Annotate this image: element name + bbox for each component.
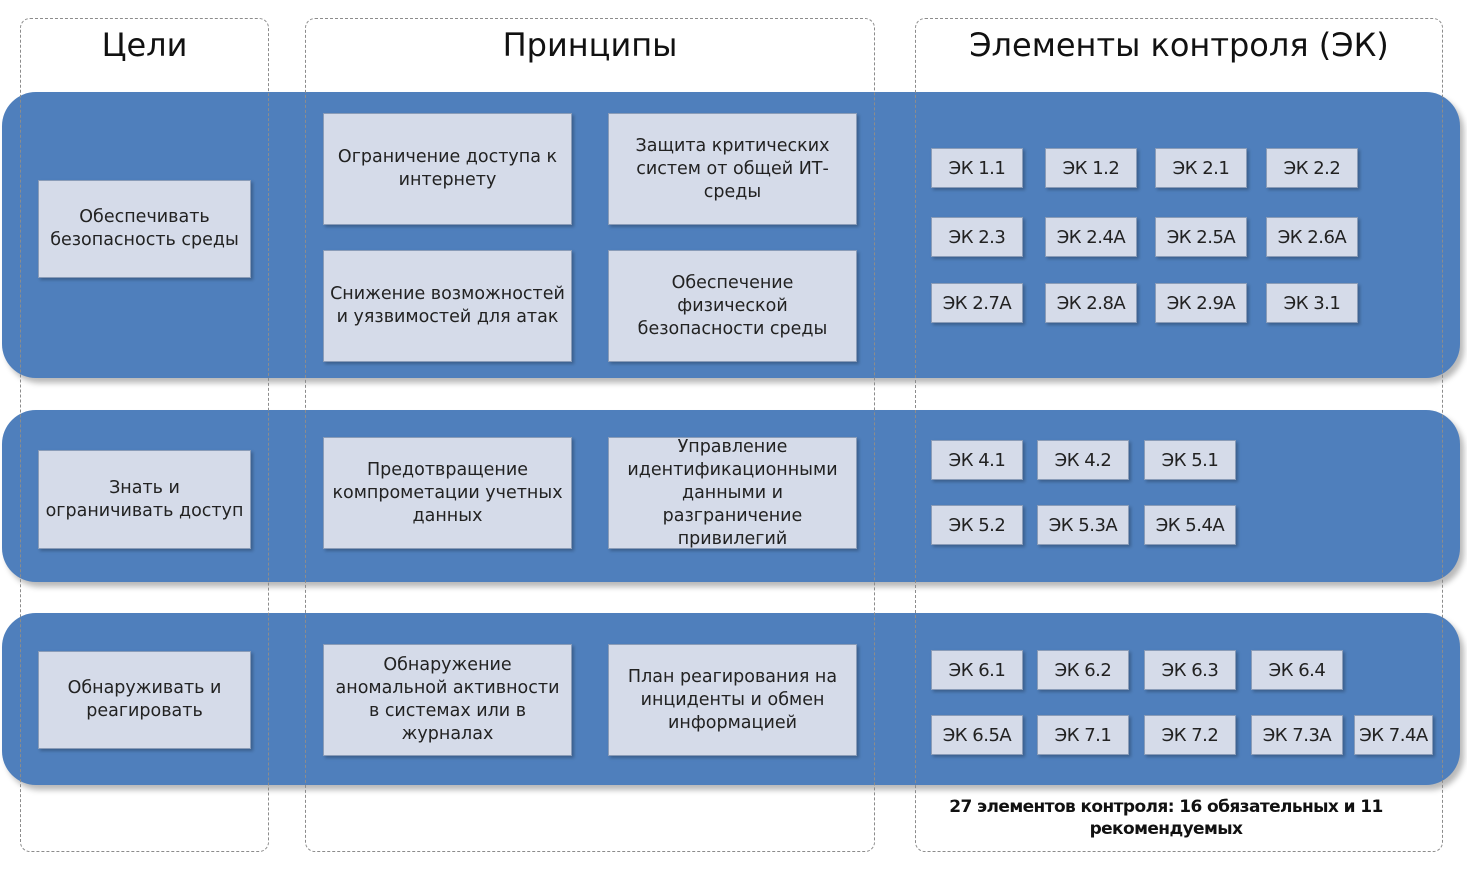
controls-summary-note: 27 элементов контроля: 16 обязательных и 11 рекомендуемых: [949, 797, 1383, 839]
control-item: ЭК 6.5A: [931, 715, 1023, 755]
principle-box: Защита критических систем от общей ИТ-среды: [608, 113, 857, 225]
principle-box: Обнаружение аномальной активности в системах или в журналах: [323, 644, 572, 756]
control-item: ЭК 6.4: [1251, 650, 1343, 690]
control-item: ЭК 7.4A: [1354, 715, 1433, 755]
control-item: ЭК 7.3A: [1251, 715, 1343, 755]
control-item: ЭК 2.7A: [931, 283, 1023, 323]
goal-box: Обнаруживать и реагировать: [38, 651, 251, 749]
goal-box: Обеспечивать безопасность среды: [38, 180, 251, 278]
control-item: ЭК 2.5A: [1155, 217, 1247, 257]
control-item: ЭК 5.2: [931, 505, 1023, 545]
control-item: ЭК 6.2: [1037, 650, 1129, 690]
control-item: ЭК 6.1: [931, 650, 1023, 690]
principle-box: Управление идентификационными данными и разграничение привилегий: [608, 437, 857, 549]
control-item: ЭК 4.2: [1037, 440, 1129, 480]
control-item: ЭК 6.3: [1144, 650, 1236, 690]
control-item: ЭК 2.4A: [1045, 217, 1137, 257]
goals-header: Цели: [101, 26, 188, 64]
control-item: ЭК 1.1: [931, 148, 1023, 188]
principle-box: Обеспечение физической безопасности среды: [608, 250, 857, 362]
control-item: ЭК 2.1: [1155, 148, 1247, 188]
principle-box: Ограничение доступа к интернету: [323, 113, 572, 225]
control-item: ЭК 5.4A: [1144, 505, 1236, 545]
control-item: ЭК 2.6A: [1266, 217, 1358, 257]
goal-box: Знать и ограничивать доступ: [38, 450, 251, 549]
principle-box: Предотвращение компрометации учетных данных: [323, 437, 572, 549]
control-item: ЭК 2.2: [1266, 148, 1358, 188]
principles-header: Принципы: [502, 26, 678, 64]
principle-box: Снижение возможностей и уязвимостей для атак: [323, 250, 572, 362]
control-item: ЭК 3.1: [1266, 283, 1358, 323]
controls-header: Элементы контроля (ЭК): [969, 26, 1389, 64]
principle-box: План реагирования на инциденты и обмен информацией: [608, 644, 857, 756]
control-item: ЭК 2.8A: [1045, 283, 1137, 323]
control-item: ЭК 2.3: [931, 217, 1023, 257]
control-item: ЭК 7.1: [1037, 715, 1129, 755]
control-item: ЭК 5.1: [1144, 440, 1236, 480]
control-item: ЭК 1.2: [1045, 148, 1137, 188]
control-item: ЭК 7.2: [1144, 715, 1236, 755]
control-item: ЭК 2.9A: [1155, 283, 1247, 323]
control-item: ЭК 5.3A: [1037, 505, 1129, 545]
control-item: ЭК 4.1: [931, 440, 1023, 480]
